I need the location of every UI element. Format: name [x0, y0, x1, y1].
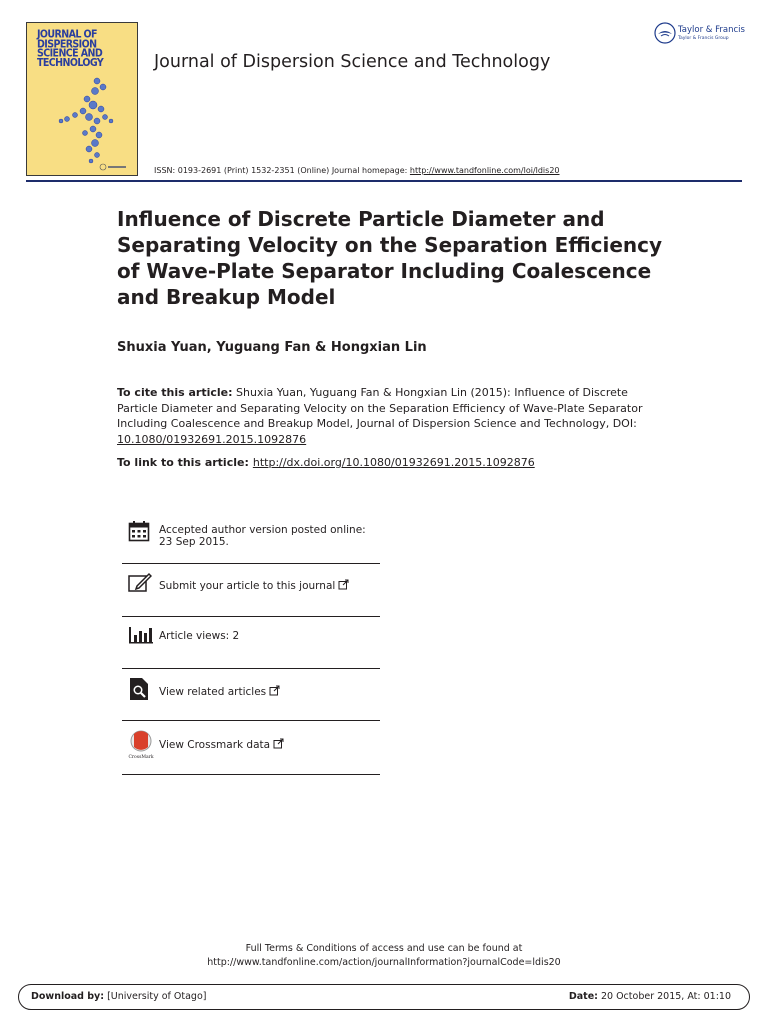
accepted-text: Accepted author version posted online: 23 Sep 2015. [159, 524, 366, 548]
journal-name: Journal of Dispersion Science and Technology [154, 52, 551, 72]
terms-notice [0, 942, 768, 970]
cover-title: JOURNAL OF DISPERSION SCIENCE AND TECHNOLOGY [37, 28, 104, 69]
journal-cover-thumbnail [26, 22, 138, 176]
bar-chart-icon [128, 625, 154, 645]
article-authors: Shuxia Yuan, Yuguang Fan & Hongxian Lin [117, 340, 427, 355]
link-label: To link to this article: [117, 456, 249, 469]
date-label: Date: [568, 991, 598, 1002]
journal-homepage-link[interactable]: http://www.tandfonline.com/loi/ldis20 [409, 166, 560, 175]
info-item-views [122, 617, 380, 669]
submit-link[interactable] [159, 579, 349, 592]
publisher-logo[interactable] [654, 22, 746, 48]
header-divider [26, 180, 742, 182]
download-date [569, 991, 731, 1002]
info-item-submit[interactable] [122, 564, 380, 617]
download-value: [University of Otago] [104, 991, 207, 1002]
date-value: 20 October 2015, At: 01:10 [597, 991, 731, 1002]
issn-line [154, 166, 560, 175]
info-item-accepted [122, 516, 380, 564]
cite-text: Shuxia Yuan, Yuguang Fan & Hongxian Lin (2015): Influence of Discrete Particle Diameter and Separating Velocity on the Separation Efficiency of Wave-Plate Separator Including Coalescence and Breakup Model, Journal of Dispersion Science and Technology, DOI: [117, 386, 643, 430]
taylor-francis-logo-icon [654, 22, 676, 44]
crossmark-text: View Crossmark data [159, 739, 271, 751]
crossmark-link[interactable] [159, 738, 284, 751]
doi-link[interactable]: 10.1080/01932691.2015.1092876 [117, 432, 307, 446]
download-info-bar [18, 984, 750, 1010]
related-text: View related articles [159, 686, 267, 698]
publisher-logo-text: Taylor & Francis [678, 25, 745, 35]
terms-line-1: Full Terms & Conditions of access and use can be found at [245, 943, 523, 954]
article-title: Influence of Discrete Particle Diameter and Separating Velocity on the Separation Efficiency of Wave-Plate Separator Including Coalescence and Breakup Model [117, 207, 663, 309]
download-label: Download by: [31, 991, 105, 1002]
cover-publisher-mark [99, 163, 129, 171]
download-by [31, 991, 206, 1002]
citation-block [117, 385, 657, 447]
article-doi-url-link[interactable]: http://dx.doi.org/10.1080/01932691.2015.1092876 [252, 456, 535, 469]
issn-text: ISSN: 0193-2691 (Print) 1532-2351 (Online) Journal homepage: [154, 166, 410, 175]
crossmark-icon [128, 730, 154, 760]
info-item-related[interactable] [122, 669, 380, 721]
external-link-icon [273, 738, 284, 749]
external-link-icon [269, 685, 280, 696]
views-text: Article views: 2 [159, 630, 240, 642]
cite-label: To cite this article: [117, 386, 233, 399]
article-link-line [117, 456, 535, 469]
crossmark-caption: CrossMark [128, 755, 154, 760]
search-document-icon [128, 677, 150, 701]
external-link-icon [338, 579, 349, 590]
submit-text: Submit your article to this journal [159, 580, 336, 592]
terms-url[interactable]: http://www.tandfonline.com/action/journalInformation?journalCode=ldis20 [207, 957, 561, 968]
cover-illustration [57, 75, 117, 165]
info-item-crossmark[interactable] [122, 721, 380, 775]
related-link[interactable] [159, 685, 280, 698]
publisher-logo-subtext: Taylor & Francis Group [678, 36, 729, 41]
edit-icon [128, 572, 152, 594]
calendar-icon [128, 520, 150, 542]
